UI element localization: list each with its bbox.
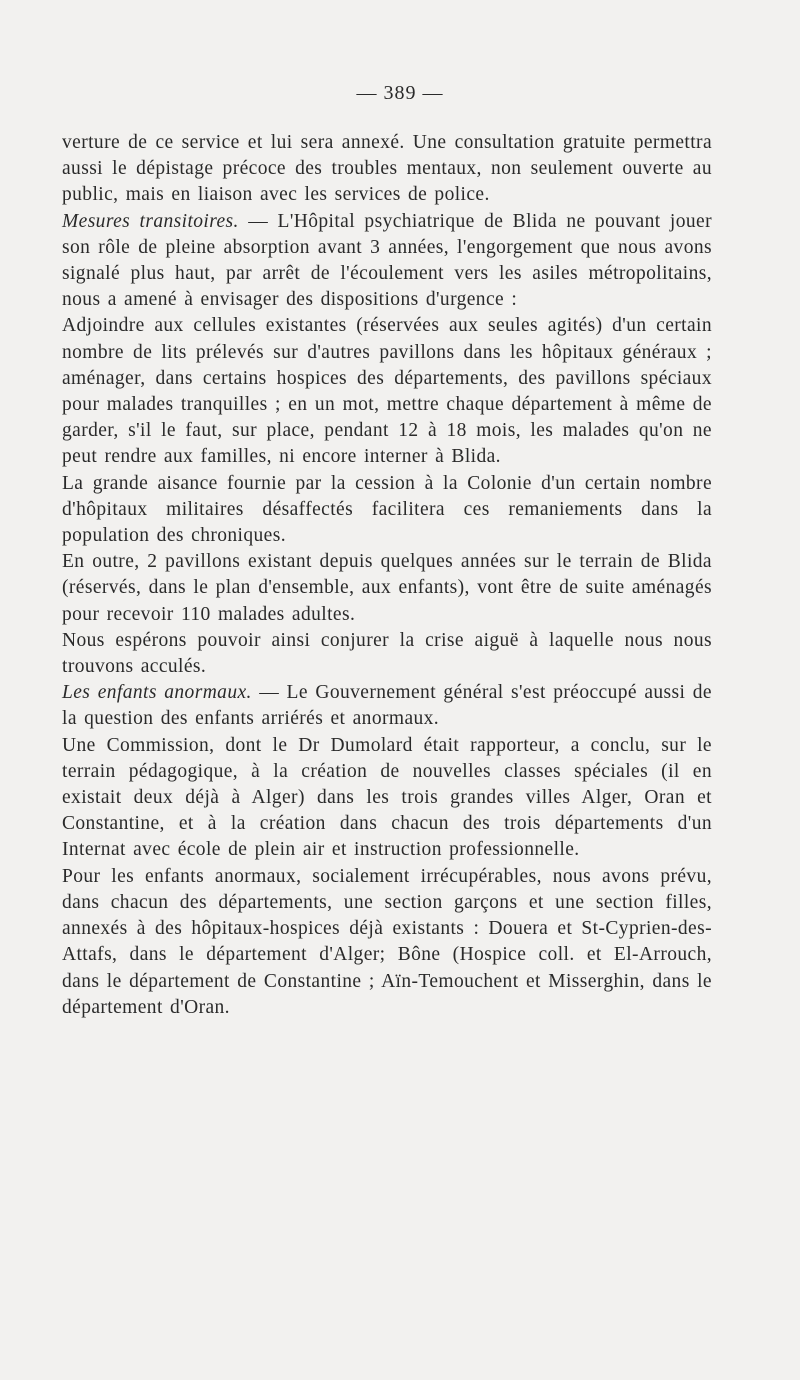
- paragraph-6: Nous espérons pouvoir ainsi conjurer la crise aiguë à laquelle nous nous trouvons acculés.: [62, 629, 712, 678]
- paragraph-1: verture de ce service et lui sera annexé. Une consultation gratuite permettra aussi le dépistage précoce des troubles mentaux, non seulement ouverte au public, mais en liaison avec les services de police.: [62, 132, 712, 206]
- paragraph-2: Mesures transitoires. — L'Hôpital psychiatrique de Blida ne pouvant jouer son rôle de pleine absorption avant 3 années, l'engorgement que nous avons signalé plus haut, par arrêt de l'écoulement vers les asiles métropolitains, nous a amené à envisager des dispositions d'urgence :: [62, 210, 712, 311]
- page-number: — 389 —: [356, 82, 444, 104]
- paragraph-7: Les enfants anormaux. — Le Gouvernement général s'est préoccupé aussi de la question des enfants arriérés et anormaux.: [62, 682, 712, 730]
- section-heading-enfants-anormaux: Les enfants anormaux.: [62, 682, 252, 704]
- section-heading-mesures-transitoires: Mesures transitoires.: [62, 210, 239, 232]
- body-text: [62, 130, 712, 1021]
- paragraph-9: Pour les enfants anormaux, socialement irrécupérables, nous avons prévu, dans chacun des départements, une section garçons et une section filles, annexés à des hôpitaux-hospices déjà existants : Douera et St-Cyprien-des-Attafs, dans le département d'Alger; Bône (Hospice coll. et El-Arrouch, dans le département de Constantine ; Aïn-Temouchent et Misserghin, dans le département d'Oran.: [62, 865, 712, 1018]
- paragraph-5: En outre, 2 pavillons existant depuis quelques années sur le terrain de Blida (réservés, dans le plan d'ensemble, aux enfants), vont être de suite aménagés pour recevoir 110 malades adultes.: [62, 551, 712, 625]
- paragraph-3: Adjoindre aux cellules existantes (réservées aux seules agités) d'un certain nombre de lits prélevés sur d'autres pavillons dans les hôpitaux généraux ; aménager, dans certains hospices des départements, des pavillons spéciaux pour malades tranquilles ; en un mot, mettre chaque département à même de garder, s'il le faut, sur place, pendant 12 à 18 mois, les malades qu'on ne peut rendre aux familles, ni encore interner à Blida.: [62, 315, 712, 468]
- paragraph-8: Une Commission, dont le Dr Dumolard était rapporteur, a conclu, sur le terrain pédagogique, à la création de nouvelles classes spéciales (il en existait deux déjà à Alger) dans les trois grandes villes Alger, Oran et Constantine, et à la création dans chacun des trois départements d'un Internat avec école de plein air et instruction professionnelle.: [62, 734, 712, 861]
- paragraph-4: La grande aisance fournie par la cession à la Colonie d'un certain nombre d'hôpitaux militaires désaffectés facilitera ces remaniements dans la population des chroniques.: [62, 472, 712, 547]
